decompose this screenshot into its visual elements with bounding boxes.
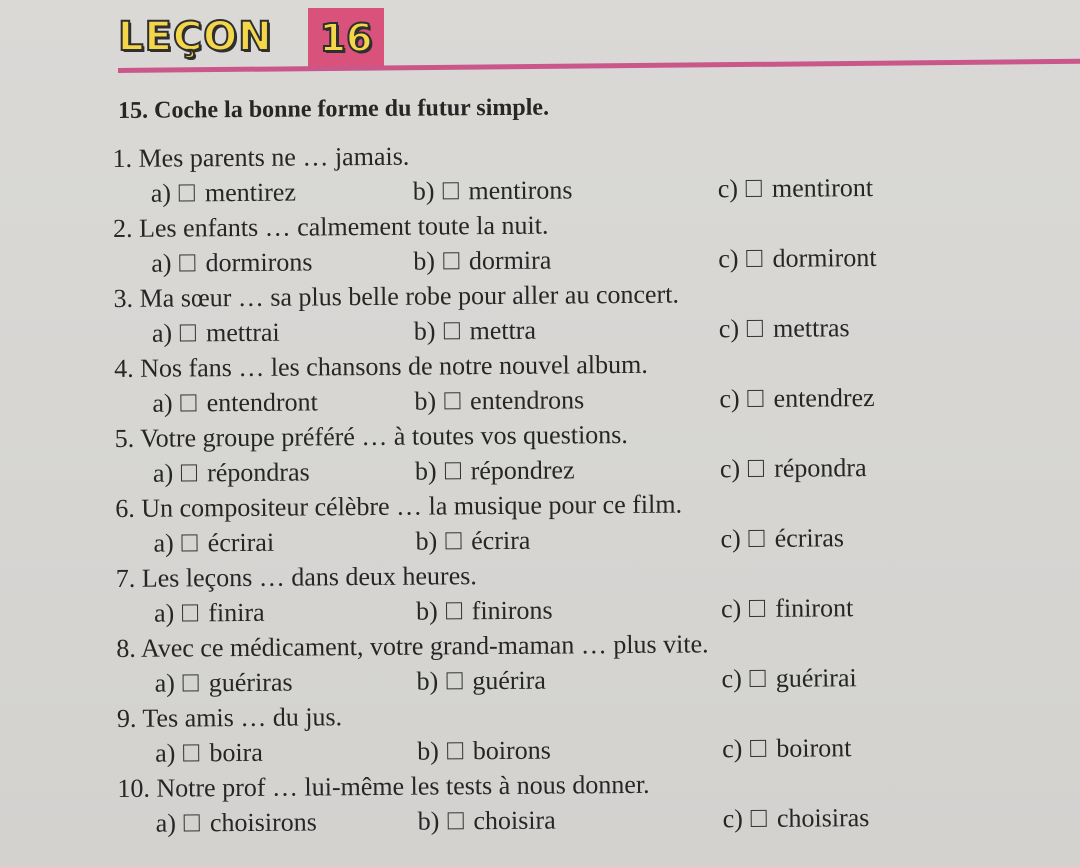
exercise (112, 88, 978, 841)
checkbox[interactable] (179, 254, 195, 271)
option-letter: a) (155, 808, 177, 838)
checkbox[interactable] (444, 392, 460, 409)
option-letter: a) (150, 178, 172, 208)
option-letter: c) (720, 594, 742, 624)
option-word: dormiront (772, 243, 877, 273)
answer-option-a[interactable] (154, 595, 265, 631)
answer-option-a[interactable] (154, 665, 292, 701)
checkbox[interactable] (443, 252, 459, 269)
option-word: finiront (775, 593, 854, 623)
answer-option-c[interactable] (720, 520, 844, 556)
answer-option-b[interactable] (415, 523, 530, 559)
option-letter: b) (413, 246, 436, 276)
question-text: 5. Votre groupe préféré … à toutes vos questions. (114, 419, 628, 453)
option-word: mettras (772, 313, 850, 343)
option-letter: b) (414, 386, 437, 416)
question-text: 1. Mes parents ne … jamais. (112, 141, 410, 173)
checkbox[interactable] (749, 530, 765, 547)
option-letter: b) (412, 176, 435, 206)
option-word: répondrez (470, 455, 575, 486)
answer-option-a[interactable] (152, 315, 280, 351)
answer-option-c[interactable] (721, 590, 853, 626)
checkbox[interactable] (750, 670, 766, 687)
option-letter: b) (415, 596, 438, 626)
answer-options (113, 239, 973, 281)
option-word: choisirons (209, 807, 317, 838)
question-text: 3. Ma sœur … sa plus belle robe pour aller au concert. (113, 279, 680, 313)
checkbox[interactable] (181, 464, 197, 481)
option-word: boira (209, 737, 263, 768)
option-letter: a) (154, 668, 175, 698)
option-word: écrirai (207, 527, 275, 558)
answer-option-b[interactable] (414, 313, 536, 349)
question-text: 10. Notre prof … lui-même les tests à nous donner. (117, 769, 650, 803)
answer-option-c[interactable] (720, 450, 867, 486)
option-letter: c) (721, 664, 742, 694)
option-word: répondra (774, 453, 867, 483)
option-word: guérirai (775, 663, 857, 693)
option-letter: a) (155, 738, 176, 768)
option-word: dormirons (205, 247, 313, 278)
option-word: choisira (473, 805, 556, 836)
answer-option-b[interactable] (414, 382, 584, 418)
checkbox[interactable] (181, 394, 197, 411)
option-word: entendront (206, 387, 318, 418)
answer-options (114, 379, 974, 421)
checkbox[interactable] (446, 672, 462, 689)
checkbox[interactable] (179, 184, 195, 201)
option-letter: c) (722, 804, 744, 834)
option-word: mentirons (468, 175, 573, 206)
option-letter: b) (417, 806, 440, 836)
answer-option-c[interactable] (719, 310, 850, 346)
option-letter: c) (718, 244, 739, 274)
checkbox[interactable] (447, 812, 463, 829)
option-letter: b) (413, 316, 436, 346)
answer-option-a[interactable] (153, 525, 274, 561)
option-word: boiront (776, 733, 852, 763)
checkbox[interactable] (184, 814, 200, 831)
option-letter: a) (152, 388, 173, 418)
answer-option-a[interactable] (152, 384, 318, 420)
header-divider (118, 59, 1080, 73)
question-text: 6. Un compositeur célèbre … la musique pour ce film. (115, 489, 683, 523)
answer-option-a[interactable] (156, 804, 317, 840)
question-text: 4. Nos fans … les chansons de notre nouvel album. (114, 349, 648, 383)
option-word: répondras (207, 457, 310, 488)
checkbox[interactable] (182, 604, 198, 621)
option-letter: c) (719, 384, 740, 414)
option-letter: a) (153, 598, 175, 628)
checkbox[interactable] (443, 322, 459, 339)
option-letter: b) (417, 736, 439, 766)
answer-option-c[interactable] (719, 380, 875, 416)
option-word: boirons (472, 735, 551, 766)
checkbox[interactable] (180, 324, 196, 341)
answer-options (116, 589, 976, 631)
option-word: écriras (774, 523, 845, 553)
question-text: 2. Les enfants … calmement toute la nuit. (112, 210, 549, 243)
option-word: écrira (471, 525, 531, 556)
checkbox[interactable] (751, 810, 767, 827)
answer-option-c[interactable] (718, 240, 876, 276)
answer-options (113, 169, 973, 211)
option-letter: b) (415, 526, 438, 556)
option-word: mentirez (204, 177, 297, 208)
checkbox[interactable] (749, 600, 765, 617)
option-word: choisiras (776, 803, 870, 833)
checkbox[interactable] (747, 320, 763, 337)
option-word: mentiront (771, 173, 874, 203)
checkbox[interactable] (182, 534, 198, 551)
checkbox[interactable] (746, 180, 762, 197)
option-word: guérira (472, 665, 547, 696)
answer-option-c[interactable] (721, 660, 856, 696)
option-letter: c) (719, 454, 741, 484)
checkbox[interactable] (183, 744, 199, 761)
answer-options (115, 449, 975, 491)
answer-option-a[interactable] (151, 244, 312, 280)
question-text: 9. Tes amis … du jus. (116, 702, 343, 733)
option-word: mettrai (205, 317, 280, 348)
answer-options (116, 659, 976, 701)
question-text: 8. Avec ce médicament, votre grand-maman … plus vite. (116, 629, 709, 663)
lesson-number-badge: 16 (308, 8, 384, 68)
option-word: finira (208, 597, 265, 628)
answer-option-a[interactable] (151, 175, 296, 211)
checkbox[interactable] (445, 462, 461, 479)
answer-option-b[interactable] (417, 733, 551, 769)
answer-options (117, 729, 977, 771)
option-letter: b) (414, 456, 437, 486)
answer-option-a[interactable] (153, 454, 310, 490)
answer-option-b[interactable] (415, 452, 575, 488)
option-letter: c) (717, 174, 739, 204)
answer-options (114, 309, 974, 351)
answer-option-c[interactable] (722, 730, 852, 766)
option-word: mettra (469, 315, 537, 346)
checkbox[interactable] (746, 250, 762, 267)
answer-options (115, 519, 975, 561)
option-word: entendrons (469, 385, 585, 416)
checkbox[interactable] (445, 532, 461, 549)
exercise-title: 15. Coche la bonne forme du futur simple. (118, 94, 550, 124)
checkbox[interactable] (183, 674, 199, 691)
option-word: dormira (468, 245, 552, 276)
question-list (112, 134, 977, 841)
lesson-word: LEÇON (118, 14, 273, 60)
option-letter: a) (151, 318, 173, 348)
option-letter: a) (151, 248, 172, 278)
answer-option-c[interactable] (723, 800, 870, 836)
option-word: guériras (208, 667, 293, 698)
option-word: finirons (471, 595, 553, 626)
answer-option-c[interactable] (718, 170, 874, 206)
option-letter: a) (152, 458, 174, 488)
answer-option-a[interactable] (155, 735, 263, 771)
answer-option-b[interactable] (418, 803, 556, 839)
option-letter: a) (153, 528, 174, 558)
option-letter: b) (416, 666, 439, 696)
option-letter: c) (718, 314, 740, 344)
checkbox[interactable] (447, 742, 463, 759)
option-word: entendrez (773, 383, 875, 413)
checkbox[interactable] (750, 740, 766, 757)
answer-option-b[interactable] (416, 593, 553, 629)
checkbox[interactable] (748, 460, 764, 477)
question-text: 7. Les leçons … dans deux heures. (115, 561, 477, 593)
option-letter: c) (720, 524, 741, 554)
answer-options (118, 799, 978, 841)
checkbox[interactable] (446, 602, 462, 619)
answer-option-b[interactable] (413, 172, 573, 208)
answer-option-b[interactable] (413, 243, 551, 279)
checkbox[interactable] (748, 390, 764, 407)
checkbox[interactable] (442, 182, 458, 199)
option-letter: c) (722, 734, 743, 764)
answer-option-b[interactable] (416, 663, 546, 699)
